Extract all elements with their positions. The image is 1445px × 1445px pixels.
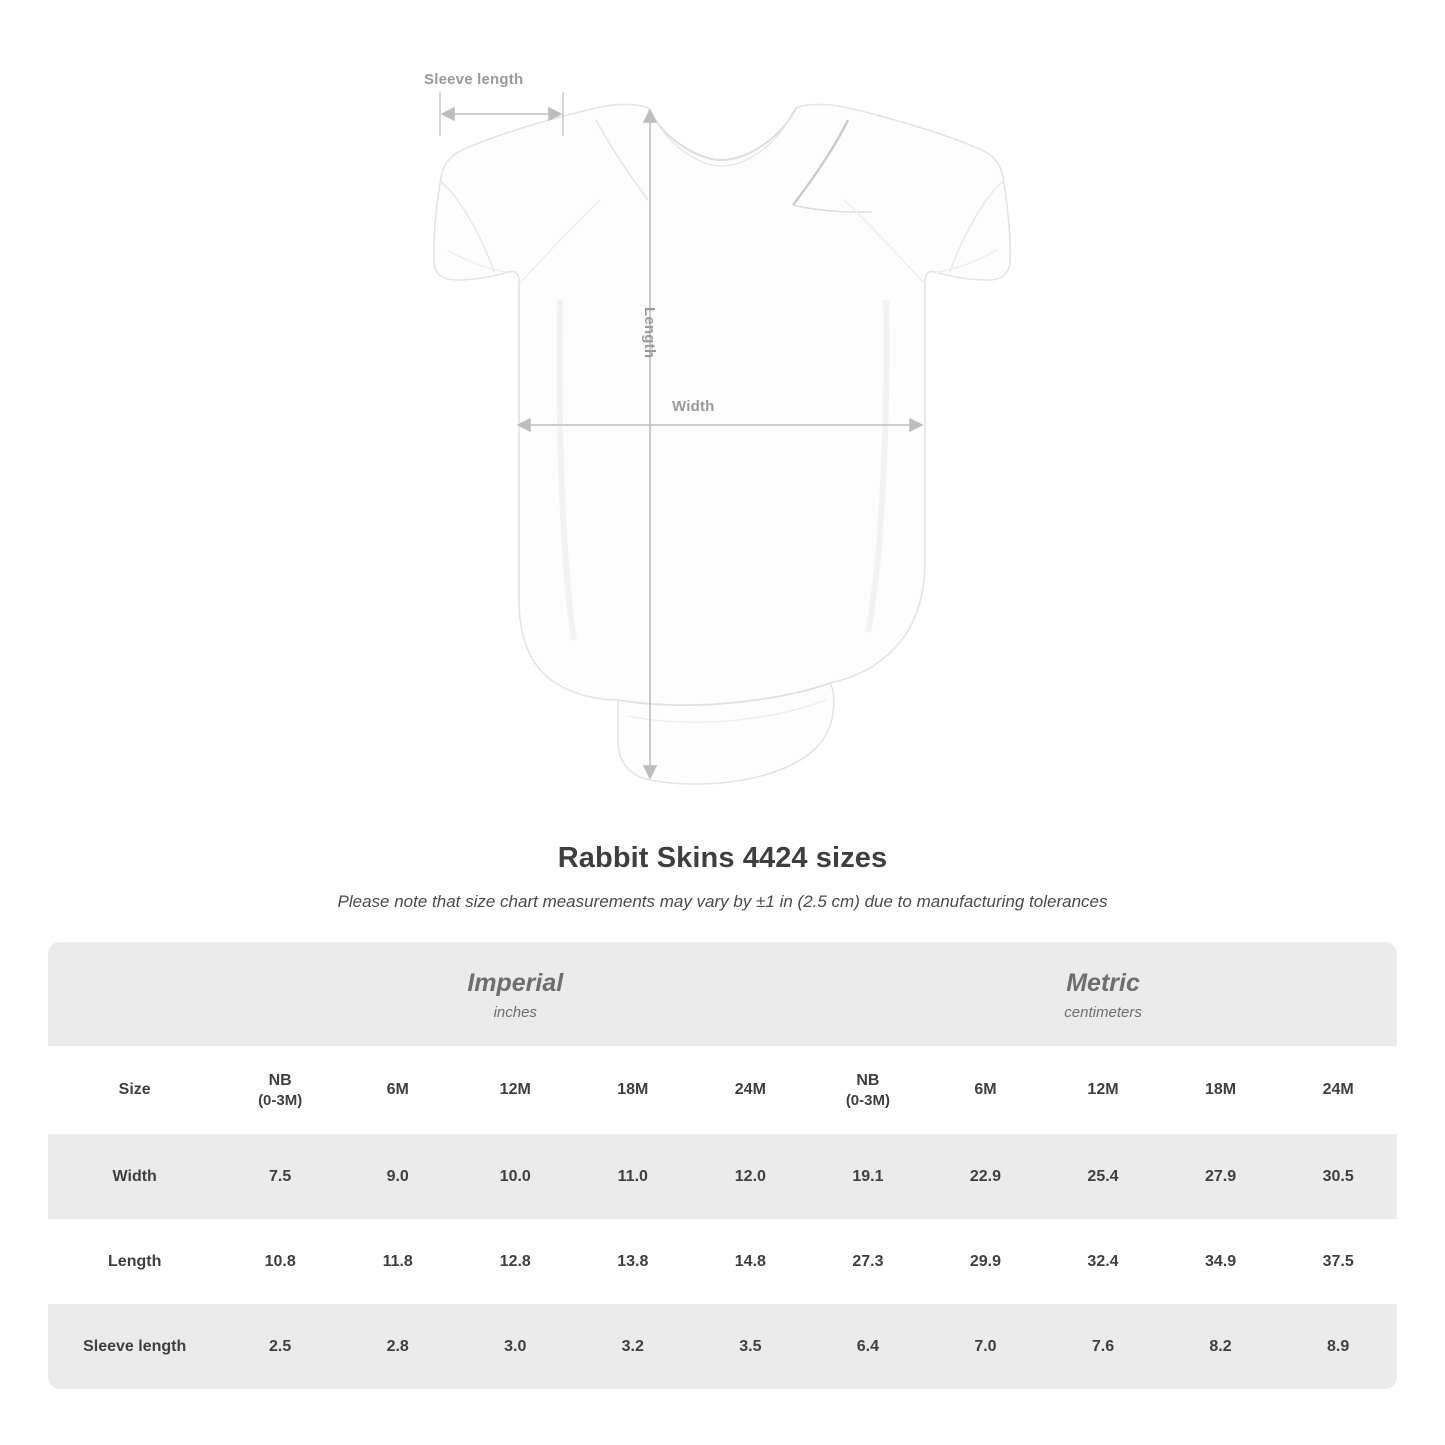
- measurement-cell: 25.4: [1044, 1134, 1162, 1219]
- measurement-cell: 12.0: [692, 1134, 810, 1219]
- measurement-cell: 29.9: [927, 1219, 1045, 1304]
- unit-group-name: Imperial: [467, 968, 564, 997]
- column-header-cell: 12M: [1044, 1046, 1162, 1134]
- unit-group-sub: centimeters: [1064, 1003, 1142, 1021]
- measurement-cell: 11.0: [574, 1134, 692, 1219]
- measurement-cell: 32.4: [1044, 1219, 1162, 1304]
- tolerance-note: Please note that size chart measurements may vary by ±1 in (2.5 cm) due to manufacturing tolerances: [337, 892, 1108, 911]
- column-header-cell: 18M: [574, 1046, 692, 1134]
- measurement-cell: 34.9: [1162, 1219, 1280, 1304]
- table-row: [48, 1134, 1397, 1219]
- measurement-cell: 13.8: [574, 1219, 692, 1304]
- row-label-cell: Sleeve length: [48, 1304, 221, 1389]
- measurement-cell: 37.5: [1279, 1219, 1397, 1304]
- measurement-cell: 7.0: [927, 1304, 1045, 1389]
- row-label-cell: Length: [48, 1219, 221, 1304]
- unit-group-metric: [809, 942, 1397, 1046]
- page-title: Rabbit Skins 4424 sizes: [557, 842, 888, 874]
- bodysuit-shape: [434, 104, 1010, 784]
- size-header-cell: Size: [48, 1046, 221, 1134]
- column-header-cell: NB (0-3M): [809, 1046, 927, 1134]
- measurement-cell: 3.0: [456, 1304, 574, 1389]
- measurement-cell: 7.5: [221, 1134, 339, 1219]
- unit-group-imperial: [221, 942, 809, 1046]
- measurement-cell: 30.5: [1279, 1134, 1397, 1219]
- measurement-cell: 27.3: [809, 1219, 927, 1304]
- measurement-cell: 10.8: [221, 1219, 339, 1304]
- column-header-cell: NB (0-3M): [221, 1046, 339, 1134]
- table-row: [48, 1219, 1397, 1304]
- column-header-subtext: (0-3M): [258, 1091, 303, 1109]
- length-annotation: Length: [641, 307, 658, 359]
- unit-header-spacer: [48, 942, 221, 1046]
- measurement-cell: 7.6: [1044, 1304, 1162, 1389]
- unit-group-sub: inches: [493, 1003, 537, 1021]
- column-header-cell: 24M: [692, 1046, 810, 1134]
- sleeve-length-annotation: Sleeve length: [424, 71, 524, 88]
- measurement-cell: 22.9: [927, 1134, 1045, 1219]
- measurement-cell: 10.0: [456, 1134, 574, 1219]
- measurement-cell: 8.9: [1279, 1304, 1397, 1389]
- size-table: [48, 942, 1397, 1389]
- measurement-cell: 11.8: [339, 1219, 457, 1304]
- table-row: [48, 1304, 1397, 1389]
- measurement-cell: 2.8: [339, 1304, 457, 1389]
- column-header-subtext: (0-3M): [845, 1091, 890, 1109]
- column-header-cell: 24M: [1279, 1046, 1397, 1134]
- column-header-cell: 6M: [927, 1046, 1045, 1134]
- column-header-row: [48, 1046, 1397, 1134]
- measurement-cell: 27.9: [1162, 1134, 1280, 1219]
- measurement-cell: 19.1: [809, 1134, 927, 1219]
- column-header-cell: 6M: [339, 1046, 457, 1134]
- column-header-cell: 12M: [456, 1046, 574, 1134]
- size-table-wrapper: [48, 942, 1397, 1389]
- measurement-cell: 12.8: [456, 1219, 574, 1304]
- chart-heading: [0, 842, 1445, 912]
- column-header-cell: 18M: [1162, 1046, 1280, 1134]
- measurement-cell: 2.5: [221, 1304, 339, 1389]
- measurement-cell: 3.5: [692, 1304, 810, 1389]
- row-label-cell: Width: [48, 1134, 221, 1219]
- measurement-cell: 9.0: [339, 1134, 457, 1219]
- width-annotation: Width: [672, 398, 715, 415]
- measurement-cell: 14.8: [692, 1219, 810, 1304]
- measurement-cell: 8.2: [1162, 1304, 1280, 1389]
- measurement-cell: 3.2: [574, 1304, 692, 1389]
- unit-group-name: Metric: [1066, 968, 1140, 997]
- measurement-cell: 6.4: [809, 1304, 927, 1389]
- unit-header-row: [48, 942, 1397, 1046]
